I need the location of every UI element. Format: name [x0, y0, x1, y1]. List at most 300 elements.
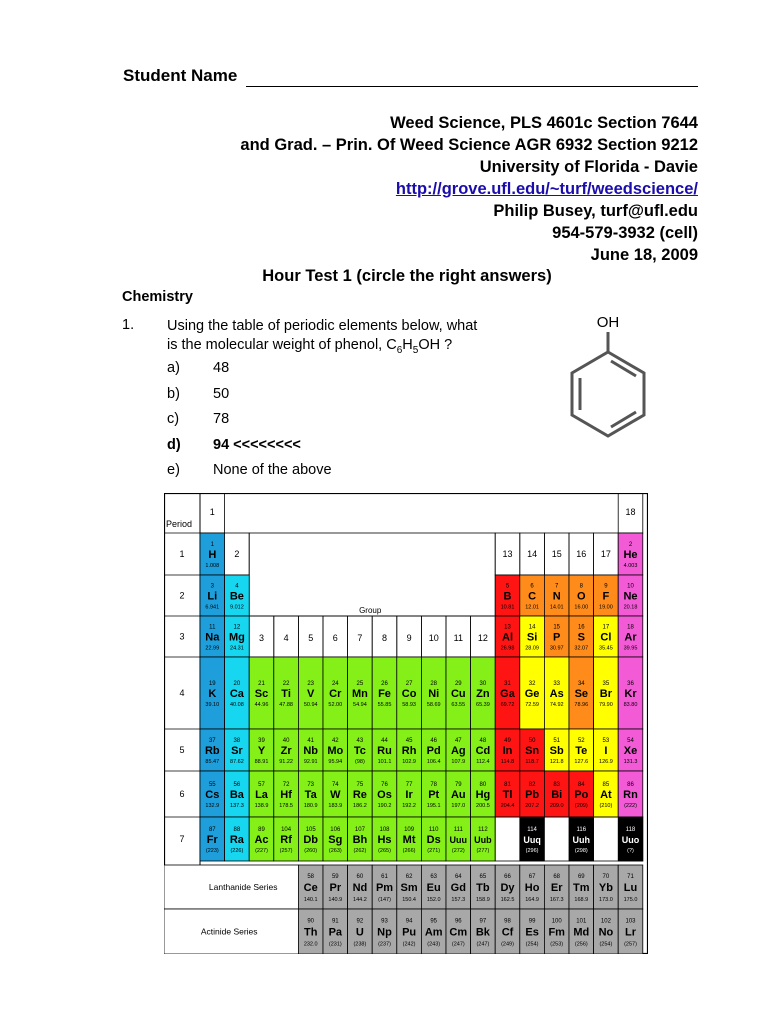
- atomic-mass-Y: 88.91: [254, 759, 269, 765]
- atomic-number-Rb: 37: [208, 738, 216, 744]
- element-symbol-F: F: [602, 590, 610, 603]
- group-number-13: 13: [502, 549, 513, 559]
- period-number-3: 3: [179, 631, 185, 642]
- atomic-number-S: 16: [577, 624, 585, 631]
- atomic-mass-Tm: 168.9: [574, 897, 589, 903]
- option-e[interactable]: e) None of the above: [167, 462, 332, 478]
- atomic-number-Re: 75: [356, 782, 364, 788]
- atomic-number-Th: 90: [307, 918, 315, 925]
- atomic-mass-Al: 26.98: [500, 645, 515, 652]
- atomic-number-He: 2: [628, 542, 633, 548]
- atomic-number-Rh: 45: [405, 738, 413, 744]
- university-line: University of Florida - Davie: [479, 158, 698, 176]
- period-number-2: 2: [179, 590, 185, 601]
- atomic-mass-Pa: (231): [328, 941, 342, 948]
- atomic-number-I: 53: [602, 738, 610, 744]
- hydroxyl-label: OH: [596, 314, 620, 331]
- atomic-number-Uuo: 118: [625, 827, 636, 833]
- element-symbol-Uuh: Uuh: [572, 835, 591, 845]
- atomic-mass-H: 1.008: [205, 563, 220, 569]
- atomic-number-P: 15: [553, 624, 561, 631]
- group-number-11: 11: [453, 633, 463, 643]
- element-symbol-Mg: Mg: [228, 631, 245, 644]
- element-symbol-Ge: Ge: [524, 688, 540, 700]
- element-symbol-Tm: Tm: [573, 882, 590, 894]
- atomic-number-Er: 68: [553, 874, 561, 880]
- atomic-number-Pu: 94: [405, 918, 413, 925]
- element-symbol-Uuo: Uuo: [621, 835, 640, 845]
- atomic-number-Ta: 73: [307, 782, 315, 788]
- element-symbol-Cr: Cr: [329, 688, 342, 700]
- atomic-mass-Gd: 157.3: [451, 897, 466, 903]
- element-symbol-Pd: Pd: [426, 745, 441, 757]
- group-number-16: 16: [576, 549, 587, 559]
- atomic-number-Fr: 87: [208, 827, 216, 833]
- element-symbol-Sg: Sg: [328, 834, 343, 846]
- atomic-mass-Ho: 164.9: [525, 897, 539, 903]
- atomic-mass-Ni: 58.69: [426, 702, 441, 708]
- atomic-number-Rf: 104: [281, 827, 292, 833]
- atomic-mass-He: 4.003: [623, 563, 638, 569]
- element-symbol-C: C: [528, 590, 537, 603]
- question-line-2: is the molecular weight of phenol, $C_6H_5OH$ ?: [167, 337, 453, 356]
- element-symbol-Ca: Ca: [229, 688, 244, 700]
- element-symbol-Ho: Ho: [524, 882, 540, 894]
- atomic-mass-Es: (254): [525, 941, 539, 948]
- atomic-mass-Sm: 150.4: [402, 897, 416, 903]
- element-symbol-H: H: [208, 549, 217, 561]
- element-symbol-Cm: Cm: [449, 926, 468, 939]
- group-number-9: 9: [406, 633, 412, 643]
- element-symbol-Ru: Ru: [377, 745, 392, 757]
- benzene-ring: [572, 352, 644, 436]
- atomic-number-Ge: 32: [528, 681, 536, 687]
- element-symbol-Mt: Mt: [402, 834, 416, 846]
- atomic-mass-U: (238): [353, 941, 367, 948]
- element-symbol-Dy: Dy: [500, 882, 515, 894]
- atomic-mass-Tl: 204.4: [500, 803, 515, 809]
- group-number-3: 3: [258, 633, 265, 643]
- atomic-mass-Fm: (253): [550, 941, 564, 948]
- atomic-number-V: 23: [307, 681, 315, 687]
- atomic-mass-Rf: (257): [279, 848, 293, 854]
- atomic-number-Hg: 80: [479, 782, 487, 788]
- question-number: 1.: [122, 317, 135, 333]
- course-line-1: Weed Science, PLS 4601c Section 7644: [390, 114, 698, 132]
- periodic-table-svg: [164, 493, 648, 954]
- atomic-number-B: 5: [505, 583, 510, 590]
- group-number-4: 4: [283, 633, 289, 643]
- atomic-number-Ne: 10: [627, 583, 634, 590]
- atomic-mass-Pd: 106.4: [426, 759, 441, 765]
- atomic-mass-Ta: 180.9: [303, 803, 318, 809]
- element-symbol-Xe: Xe: [623, 745, 638, 757]
- atomic-mass-Si: 28.09: [525, 645, 539, 652]
- element-symbol-Bi: Bi: [551, 789, 563, 801]
- group-number-12: 12: [477, 633, 488, 643]
- element-symbol-Tc: Tc: [353, 745, 366, 757]
- atomic-number-Mt: 109: [404, 827, 415, 833]
- atomic-mass-F: 19.00: [599, 604, 613, 611]
- atomic-number-Ce: 58: [307, 874, 315, 880]
- atomic-number-Fm: 100: [551, 918, 562, 925]
- element-symbol-K: K: [208, 688, 217, 700]
- atomic-number-Yb: 70: [602, 874, 610, 880]
- atomic-mass-Ra: (226): [230, 848, 244, 854]
- atomic-number-Si: 14: [528, 624, 536, 631]
- element-symbol-Sb: Sb: [549, 745, 564, 757]
- element-symbol-Md: Md: [573, 926, 590, 939]
- course-line-2: and Grad. – Prin. Of Weed Science AGR 6932 Section 9212: [240, 136, 698, 154]
- atomic-number-No: 102: [600, 918, 611, 925]
- atomic-mass-Sb: 121.8: [549, 759, 564, 765]
- atomic-number-Al: 13: [504, 624, 511, 631]
- atomic-number-Po: 84: [577, 782, 585, 788]
- element-symbol-Rh: Rh: [401, 745, 417, 757]
- element-symbol-Co: Co: [401, 688, 417, 700]
- atomic-mass-Ds: (271): [427, 848, 441, 854]
- element-symbol-Si: Si: [526, 631, 538, 644]
- option-d[interactable]: d) 94 <<<<<<<<: [167, 436, 301, 453]
- atomic-mass-Pm: (147): [378, 897, 391, 903]
- element-symbol-Fe: Fe: [378, 688, 391, 700]
- atomic-mass-Mg: 24.31: [230, 645, 244, 652]
- element-symbol-Se: Se: [574, 688, 589, 700]
- atomic-mass-Kr: 83.80: [623, 702, 638, 708]
- atomic-number-Pa: 91: [331, 918, 339, 925]
- element-symbol-Fm: Fm: [548, 926, 565, 939]
- atomic-number-Xe: 54: [627, 738, 634, 744]
- atomic-mass-Se: 78.96: [574, 702, 589, 708]
- atomic-mass-Tb: 158.9: [476, 897, 490, 903]
- atomic-number-Ra: 88: [233, 827, 241, 833]
- element-symbol-Ga: Ga: [500, 688, 515, 700]
- element-symbol-Te: Te: [575, 745, 588, 757]
- group-number-15: 15: [551, 549, 562, 559]
- atomic-mass-Zn: 65.39: [476, 702, 490, 708]
- atomic-number-Sm: 62: [405, 874, 413, 880]
- atomic-mass-Ac: (227): [255, 848, 268, 854]
- test-title: [0, 267, 784, 286]
- atomic-number-W: 74: [331, 782, 339, 788]
- atomic-number-Lu: 71: [627, 874, 634, 880]
- atomic-number-Be: 4: [235, 583, 239, 590]
- element-symbol-O: O: [577, 590, 586, 603]
- element-symbol-Ti: Ti: [281, 688, 291, 700]
- element-symbol-Y: Y: [257, 745, 266, 757]
- element-symbol-N: N: [552, 590, 561, 603]
- instructor-line: Philip Busey, turf@ufl.edu: [493, 202, 698, 220]
- atomic-number-Zr: 40: [282, 738, 290, 744]
- atomic-mass-Uub: (277): [476, 848, 490, 854]
- student-name-blank[interactable]: [246, 66, 698, 87]
- atomic-mass-Er: 167.3: [549, 897, 564, 903]
- element-symbol-Ni: Ni: [428, 688, 440, 700]
- atomic-mass-Co: 58.93: [402, 702, 416, 708]
- atomic-number-Am: 95: [430, 918, 438, 925]
- option-c[interactable]: c) 78: [167, 411, 230, 427]
- atomic-mass-Lr: (257): [624, 941, 637, 948]
- element-symbol-No: No: [598, 926, 614, 939]
- group-number-18: 18: [625, 507, 636, 517]
- atomic-mass-Cr: 52.00: [328, 702, 343, 708]
- atomic-number-Lr: 103: [625, 918, 636, 925]
- atomic-number-Dy: 66: [504, 874, 511, 880]
- atomic-number-Cf: 98: [504, 918, 511, 925]
- atomic-mass-Lu: 175.0: [623, 897, 638, 903]
- group-number-1: 1: [209, 507, 215, 517]
- element-symbol-Eu: Eu: [426, 882, 441, 894]
- atomic-number-Bh: 107: [354, 827, 365, 833]
- student-name-line[interactable]: [123, 66, 698, 87]
- group-label: Group: [359, 606, 382, 615]
- group-number-17: 17: [600, 549, 611, 559]
- atomic-mass-Bk: (247): [476, 941, 490, 948]
- element-symbol-Hf: Hf: [280, 789, 292, 801]
- element-symbol-I: I: [604, 745, 608, 757]
- atomic-mass-Re: 186.2: [353, 803, 367, 809]
- atomic-number-Zn: 30: [479, 681, 487, 687]
- element-symbol-Uuu: Uuu: [449, 835, 468, 845]
- section-heading: Chemistry: [122, 289, 193, 305]
- atomic-number-Cr: 24: [331, 681, 339, 687]
- element-symbol-Cu: Cu: [450, 688, 466, 700]
- atomic-mass-Cd: 112.4: [476, 759, 490, 765]
- atomic-number-Mo: 42: [331, 738, 339, 744]
- atomic-mass-Mo: 95.94: [328, 759, 343, 765]
- element-symbol-W: W: [330, 789, 341, 801]
- atomic-number-Tb: 65: [479, 874, 487, 880]
- atomic-number-Pb: 82: [528, 782, 536, 788]
- atomic-number-Uuh: 116: [576, 827, 587, 833]
- atomic-mass-Ar: 39.95: [623, 645, 638, 652]
- atomic-mass-Fr: (223): [205, 848, 219, 854]
- atomic-number-Sc: 21: [258, 681, 265, 687]
- atomic-number-Md: 101: [576, 918, 587, 925]
- atomic-number-Bi: 83: [553, 782, 561, 788]
- atomic-mass-Ne: 20.18: [623, 604, 638, 611]
- element-symbol-S: S: [577, 631, 585, 644]
- atomic-mass-No: (254): [599, 941, 613, 948]
- atomic-number-Pm: 61: [381, 874, 388, 880]
- atomic-mass-Sn: 118.7: [525, 759, 539, 765]
- actinide-label: Actinide Series: [200, 926, 258, 937]
- student-name-label: Student Name: [123, 66, 238, 85]
- atomic-number-Tm: 69: [577, 874, 585, 880]
- atomic-mass-Dy: 162.5: [500, 897, 515, 903]
- element-symbol-Zn: Zn: [476, 688, 490, 700]
- atomic-number-Ni: 28: [430, 681, 438, 687]
- atomic-mass-Fe: 55.85: [377, 702, 392, 708]
- atomic-number-Mn: 25: [356, 681, 364, 687]
- atomic-number-Pd: 46: [430, 738, 438, 744]
- element-symbol-V: V: [307, 688, 315, 700]
- element-symbol-Yb: Yb: [598, 882, 613, 894]
- element-symbol-Nb: Nb: [303, 745, 319, 757]
- element-symbol-Fr: Fr: [206, 834, 218, 846]
- atomic-number-La: 57: [258, 782, 265, 788]
- atomic-number-Ac: 89: [258, 827, 265, 833]
- period-number-4: 4: [179, 688, 185, 698]
- element-symbol-Ba: Ba: [229, 789, 244, 801]
- atomic-number-Np: 93: [381, 918, 388, 925]
- element-symbol-Db: Db: [303, 834, 319, 846]
- element-symbol-Rn: Rn: [623, 789, 638, 801]
- atomic-number-Ir: 77: [405, 782, 413, 788]
- atomic-mass-Li: 6.941: [205, 604, 220, 611]
- atomic-mass-Pb: 207.2: [525, 803, 539, 809]
- element-symbol-Ds: Ds: [426, 834, 441, 846]
- atomic-number-Sb: 51: [553, 738, 561, 744]
- course-url-link[interactable]: http://grove.ufl.edu/~turf/weedscience/: [395, 180, 698, 198]
- atomic-number-Tl: 81: [504, 782, 511, 788]
- element-symbol-Pr: Pr: [329, 882, 342, 894]
- atomic-number-N: 7: [555, 583, 559, 590]
- atomic-number-Ho: 67: [528, 874, 536, 880]
- atomic-mass-Mt: (266): [402, 848, 416, 854]
- element-symbol-Am: Am: [424, 926, 443, 939]
- atomic-number-Ar: 18: [627, 624, 634, 631]
- element-symbol-Ne: Ne: [623, 590, 638, 603]
- atomic-number-Hs: 108: [379, 827, 390, 833]
- group-number-2: 2: [234, 549, 240, 559]
- period-number-5: 5: [179, 745, 185, 755]
- element-symbol-Ar: Ar: [624, 631, 637, 644]
- answer-options: [167, 360, 332, 488]
- lanthanide-label: Lanthanide Series: [208, 882, 278, 892]
- element-symbol-Zr: Zr: [280, 745, 292, 757]
- atomic-mass-V: 50.94: [303, 702, 318, 708]
- element-symbol-Sn: Sn: [525, 745, 540, 757]
- atomic-mass-Os: 190.2: [377, 803, 392, 809]
- atomic-mass-Hs: (265): [378, 848, 391, 854]
- atomic-number-As: 33: [553, 681, 561, 687]
- atomic-mass-C: 12.01: [525, 604, 539, 611]
- element-symbol-Hs: Hs: [377, 834, 392, 846]
- atomic-number-Ds: 110: [428, 827, 439, 833]
- element-symbol-Mo: Mo: [327, 745, 344, 757]
- element-symbol-Cl: Cl: [600, 631, 612, 644]
- atomic-number-Bk: 97: [479, 918, 487, 925]
- element-symbol-U: U: [355, 926, 364, 939]
- atomic-number-Cu: 29: [454, 681, 462, 687]
- atomic-mass-Ru: 101.1: [377, 759, 392, 765]
- option-b[interactable]: b) 50: [167, 385, 230, 402]
- atomic-number-Ca: 20: [233, 681, 241, 687]
- atomic-mass-Ca: 40.08: [230, 702, 244, 708]
- atomic-number-Ba: 56: [233, 782, 241, 788]
- atomic-mass-Br: 79.90: [599, 702, 613, 708]
- element-symbol-Pu: Pu: [402, 926, 417, 939]
- atomic-mass-Pr: 140.9: [328, 897, 343, 903]
- element-symbol-Pb: Pb: [525, 789, 540, 801]
- atomic-number-Rn: 86: [627, 782, 634, 788]
- atomic-mass-B: 10.81: [500, 604, 515, 611]
- element-symbol-Os: Os: [377, 789, 392, 801]
- atomic-mass-W: 183.9: [328, 803, 343, 809]
- atomic-number-Fe: 26: [381, 681, 388, 687]
- atomic-mass-Yb: 173.0: [599, 897, 613, 903]
- atomic-mass-Am: (243): [427, 941, 441, 948]
- atomic-mass-Tc: (98): [355, 759, 365, 765]
- element-symbol-La: La: [255, 789, 268, 801]
- atomic-number-Cl: 17: [602, 624, 610, 631]
- element-symbol-Mn: Mn: [351, 688, 368, 700]
- element-symbol-Br: Br: [599, 688, 613, 700]
- atomic-mass-O: 16.00: [574, 604, 589, 611]
- atomic-mass-Na: 22.99: [205, 645, 220, 652]
- atomic-mass-Bi: 209.0: [549, 803, 564, 809]
- element-symbol-Po: Po: [574, 789, 589, 801]
- option-a[interactable]: a) 48: [167, 360, 230, 376]
- atomic-number-Ti: 22: [282, 681, 290, 687]
- atomic-mass-Cu: 63.55: [451, 702, 466, 708]
- group-number-5: 5: [308, 633, 314, 643]
- atomic-number-Sn: 50: [528, 738, 536, 744]
- test-title-rest: (circle the right answers): [351, 267, 552, 285]
- period-number-6: 6: [179, 789, 185, 799]
- atomic-mass-Md: (256): [574, 941, 588, 948]
- group-number-8: 8: [381, 633, 388, 643]
- atomic-number-Cs: 55: [208, 782, 216, 788]
- element-symbol-Pt: Pt: [428, 789, 440, 801]
- phone-line: 954-579-3932 (cell): [552, 224, 698, 242]
- element-symbol-Cs: Cs: [205, 789, 220, 801]
- element-symbol-He: He: [623, 549, 638, 561]
- atomic-number-Li: 3: [210, 583, 214, 590]
- element-symbol-Re: Re: [352, 789, 367, 801]
- period-header: Period: [166, 519, 193, 529]
- atomic-number-Es: 99: [528, 918, 536, 925]
- atomic-mass-Po: (209): [574, 803, 588, 809]
- atomic-number-Sg: 106: [330, 827, 341, 833]
- atomic-number-Pt: 78: [430, 782, 438, 788]
- atomic-mass-Xe: 131.3: [623, 759, 638, 765]
- atomic-mass-La: 138.9: [254, 803, 269, 809]
- element-symbol-Pm: Pm: [375, 882, 394, 894]
- atomic-number-Co: 27: [405, 681, 413, 687]
- group-number-10: 10: [428, 633, 439, 643]
- atomic-number-Cd: 48: [479, 738, 487, 744]
- element-symbol-As: As: [549, 688, 564, 700]
- atomic-number-Pr: 59: [331, 874, 339, 880]
- element-symbol-Rf: Rf: [280, 834, 292, 846]
- atomic-number-O: 8: [579, 583, 583, 590]
- element-symbol-Es: Es: [525, 926, 539, 939]
- element-symbol-Uuq: Uuq: [523, 835, 541, 845]
- atomic-mass-Ir: 192.2: [402, 803, 416, 809]
- atomic-mass-Ge: 72.59: [525, 702, 539, 708]
- atomic-number-Os: 76: [381, 782, 388, 788]
- element-symbol-Tb: Tb: [476, 882, 490, 894]
- element-symbol-Ra: Ra: [229, 834, 244, 846]
- element-symbol-Cd: Cd: [475, 745, 491, 757]
- date-line: June 18, 2009: [590, 246, 698, 264]
- atomic-mass-Sg: (263): [328, 848, 342, 854]
- element-symbol-Kr: Kr: [624, 688, 637, 700]
- atomic-mass-Te: 127.6: [574, 759, 589, 765]
- element-symbol-Ac: Ac: [254, 834, 269, 846]
- atomic-mass-N: 14.01: [549, 604, 564, 611]
- element-symbol-Cf: Cf: [501, 926, 514, 939]
- element-symbol-Gd: Gd: [450, 882, 466, 894]
- atomic-number-Br: 35: [602, 681, 610, 687]
- atomic-number-Uuq: 114: [527, 827, 537, 833]
- atomic-mass-Hf: 178.5: [279, 803, 293, 809]
- question-text: [167, 317, 477, 360]
- group-number-7: 7: [357, 633, 363, 643]
- element-symbol-P: P: [553, 631, 561, 644]
